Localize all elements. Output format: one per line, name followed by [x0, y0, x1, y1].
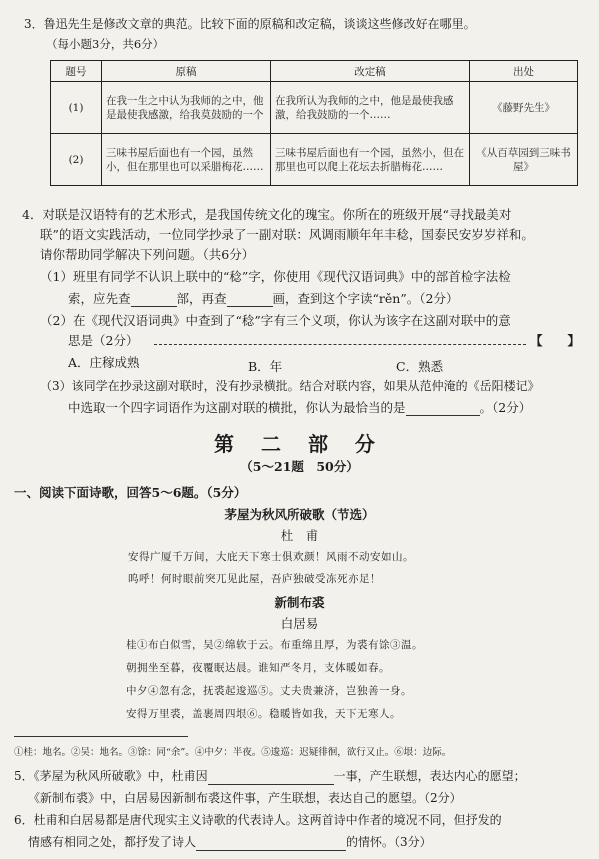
- source-text: 《从百草园到三味书屋》: [470, 134, 578, 186]
- q4-part3-line2: [68, 399, 531, 416]
- poem1-author: 杜 甫: [280, 528, 319, 543]
- revised-text: 三味书屋后面也有一个园，虽然小，但在那里也可以爬上花坛去折腊梅花……: [271, 134, 470, 186]
- poem2-line: 中夕④忽有念，抚裘起逡巡⑤。丈夫贵兼济，岂独善一身。: [126, 685, 412, 697]
- poem1-line: 呜呼！何时眼前突兀见此屋，吾庐独破受冻死亦足！: [128, 573, 381, 585]
- q5-line1: [14, 768, 526, 785]
- poem2-line: 桂①布白似雪，吴②绵软于云。布重绵且厚，为裘有馀③温。: [126, 639, 423, 651]
- q5-text-a: 5．《茅屋为秋风所破歌》中，杜甫因: [14, 769, 208, 783]
- answer-bracket[interactable]: 【 】: [530, 333, 581, 348]
- section-one-heading: 一、阅读下面诗歌，回答5～6题。（5分）: [14, 485, 247, 500]
- q3-heading: 3．鲁迅先生是修改文章的典范。比较下面的原稿和改定稿，谈谈这些修改好在哪里。: [24, 17, 476, 31]
- blank-q5[interactable]: [208, 784, 334, 785]
- poem2-title: 新制布裘: [274, 595, 325, 610]
- q4-part1-text-a: 索，应先查: [68, 291, 131, 306]
- q6-line1: 6．杜甫和白居易都是唐代现实主义诗歌的代表诗人。这两首诗中作者的境况不同，但抒发的: [14, 813, 502, 827]
- q4-part1-line2: [68, 290, 458, 307]
- poem2-line: 安得万里裘，盖裹周四垠⑥。稳暖皆如我，天下无寒人。: [126, 708, 401, 720]
- q4-part1-text-b: 部，再查: [176, 291, 227, 306]
- table-row: [51, 82, 578, 134]
- dashed-leader: [154, 344, 526, 345]
- original-text: 三味书屋后面也有一个园，虽然小，但在那里也可以采腊梅花……: [102, 134, 271, 186]
- poem2-line: 朝拥坐至暮，夜覆眠达晨。谁知严冬月，支体暖如春。: [126, 662, 390, 674]
- q4-part2-line1: （2）在《现代汉语词典》中查到了“稔”字有三个义项，你认为该字在这副对联中的意: [40, 313, 511, 328]
- q4-line-2: 联”的语文实践活动，一位同学抄录了一副对联：风调雨顺年年丰稔，国泰民安岁岁祥和。: [40, 227, 534, 242]
- row-number: (2): [51, 134, 102, 186]
- q4-line-3: 请你帮助同学解决下列问题。（共6分）: [40, 247, 255, 262]
- table-row: [51, 134, 578, 186]
- row-number: (1): [51, 82, 102, 134]
- q4-part3-text-b: 。（2分）: [479, 400, 532, 415]
- original-text: 在我一生之中认为我师的之中，他是最使我感激，给我莫鼓励的一个: [102, 82, 271, 134]
- col-header-original: 原稿: [102, 61, 271, 82]
- q6-text-a: 情感有相同之处，都抒发了诗人: [28, 835, 197, 849]
- poem1-line: 安得广厦千万间，大庇天下寒士俱欢颜！风雨不动安如山。: [128, 551, 414, 563]
- blank-radical[interactable]: [131, 306, 177, 307]
- col-header-source: 出处: [470, 61, 578, 82]
- poem1-title: 茅屋为秋风所破歌（节选）: [224, 507, 375, 522]
- blank-horizontal-scroll[interactable]: [406, 415, 480, 416]
- part-two-title: 第 二 部 分: [214, 432, 385, 456]
- q4-part3-line1: （3）该同学在抄录这副对联时，没有抄录横批。结合对联内容，如果从范仲淹的《岳阳楼记》: [40, 379, 540, 393]
- blank-q6[interactable]: [196, 850, 346, 851]
- revised-text: 在我所认为我师的之中，他是最使我感激，给我鼓励的一个……: [271, 82, 470, 134]
- q4-part1-text-c: 画，查到这个字读“rěn”。（2分）: [272, 291, 459, 306]
- q5-line2: 《新制布裘》中，白居易因新制布裘这件事，产生联想，表达自己的愿望。（2分）: [28, 791, 462, 805]
- q3-score: （每小题3分，共6分）: [46, 37, 165, 51]
- part-two-range: （5～21题 50分）: [240, 459, 359, 474]
- q6-text-b: 的情怀。（3分）: [346, 835, 432, 849]
- source-text: 《藤野先生》: [470, 82, 578, 134]
- option-a: A．庄稼成熟: [68, 355, 140, 370]
- col-header-no: 题号: [51, 61, 102, 82]
- footnotes: ①桂：地名。②吴：地名。③馀：同“余”。④中夕：半夜。⑤逡巡：迟疑徘徊，欲行又止。⑥垠：边际。: [14, 747, 452, 758]
- poem2-author: 白居易: [280, 616, 319, 631]
- footnote-divider: [14, 736, 188, 737]
- q4-part2-line2: 思是（2分）: [68, 333, 139, 348]
- revision-table: [50, 60, 578, 186]
- q4-part1-line1: （1）班里有同学不认识上联中的“稔”字，你使用《现代汉语词典》中的部首检字法检: [40, 269, 511, 284]
- q4-part3-text-a: 中选取一个四字词语作为这副对联的横批，你认为最恰当的是: [68, 400, 406, 415]
- q4-line-1: 4．对联是汉语特有的艺术形式，是我国传统文化的瑰宝。你所在的班级开展“寻找最美对: [22, 207, 512, 222]
- q6-line2: [28, 834, 432, 851]
- option-c: C．熟悉: [396, 359, 444, 374]
- option-b: B．年: [248, 359, 283, 374]
- blank-strokes[interactable]: [227, 306, 273, 307]
- col-header-revised: 改定稿: [271, 61, 470, 82]
- q5-text-b: 一事，产生联想，表达内心的愿望；: [333, 769, 526, 783]
